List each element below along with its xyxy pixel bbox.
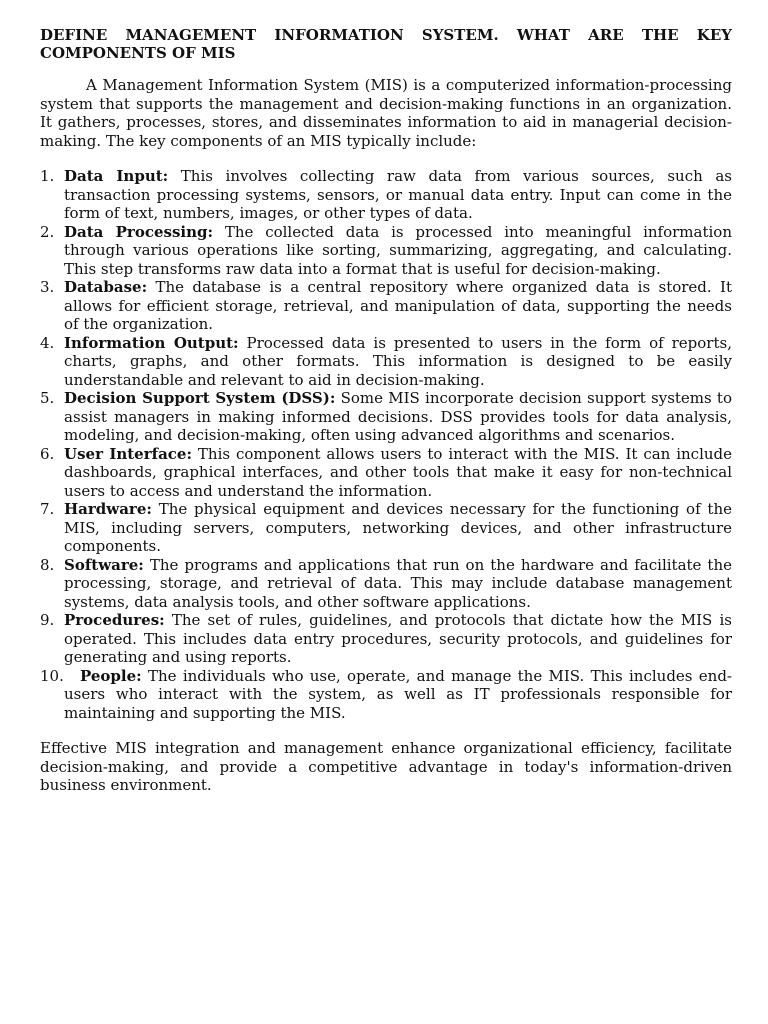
item-description: Processed data is presented to users in the form of reports, charts, graphs, and other formats. This information is designed to be easily understandable and relevant to aid in decision-making. xyxy=(64,333,732,389)
item-description: The physical equipment and devices necessary for the functioning of the MIS, including servers, computers, networking devices, and other infrastructure components. xyxy=(64,500,732,555)
item-term: Decision Support System (DSS): xyxy=(64,389,336,407)
item-number: 9. xyxy=(40,611,55,629)
item-description: The database is a central repository where organized data is stored. It allows for efficient storage, retrieval, and manipulation of data, supporting the needs of the organization. xyxy=(64,278,732,333)
item-term: Procedures: xyxy=(64,611,165,629)
item-term: People: xyxy=(80,666,142,685)
item-number: 3. xyxy=(40,278,55,296)
item-term: Information Output: xyxy=(64,333,239,352)
item-term: Data Processing: xyxy=(64,222,214,241)
list-item xyxy=(40,167,732,223)
item-description: The individuals who use, operate, and manage the MIS. This includes end-users who interact with the system, as well as IT professionals responsible for maintaining and supporting the MIS. xyxy=(64,666,732,722)
item-number: 8. xyxy=(40,555,55,574)
list-item xyxy=(40,667,732,723)
item-term: Software: xyxy=(64,555,144,574)
item-term: Hardware: xyxy=(64,500,152,518)
item-text-block xyxy=(64,611,732,667)
item-number: 4. xyxy=(40,333,55,352)
item-description: This component allows users to interact with the MIS. It can include dashboards, graphical interfaces, and other tools that make it easy for non-technical users to access and understand the information. xyxy=(64,444,733,500)
item-term: User Interface: xyxy=(64,444,193,463)
document-title: DEFINE MANAGEMENT INFORMATION SYSTEM. WHAT ARE THE KEY COMPONENTS OF MIS xyxy=(40,26,732,62)
item-text-block xyxy=(64,223,732,279)
list-item xyxy=(40,334,732,390)
conclusion-paragraph: Effective MIS integration and management enhance organizational efficiency, facilitate decision-making, and provide a competitive advantage in today's information-driven business environment. xyxy=(40,739,732,794)
item-text-block xyxy=(64,278,732,334)
item-term: Database: xyxy=(64,278,148,296)
list-item xyxy=(40,278,732,334)
item-number: 1. xyxy=(40,167,55,185)
item-text-block xyxy=(64,445,732,501)
list-item xyxy=(40,223,732,279)
components-list xyxy=(40,167,732,722)
item-text-block xyxy=(64,556,732,612)
item-description: The collected data is processed into meaningful information through various operations like sorting, summarizing, aggregating, and calculating. This step transforms raw data into a format that is useful for decision-making. xyxy=(64,222,732,278)
item-description: Some MIS incorporate decision support systems to assist managers in making informed decisions. DSS provides tools for data analysis, modeling, and decision-making, often using advanced algorithms and scenarios. xyxy=(64,389,732,444)
list-item xyxy=(40,445,732,501)
list-item xyxy=(40,556,732,612)
item-number: 7. xyxy=(40,500,55,518)
item-description: This involves collecting raw data from various sources, such as transaction processing systems, sensors, or manual data entry. Input can come in the form of text, numbers, images, or other types of data. xyxy=(64,167,732,222)
item-description: The programs and applications that run on the hardware and facilitate the processing, storage, and retrieval of data. This may include database management systems, data analysis tools, and other software applications. xyxy=(64,555,732,611)
item-number: 10. xyxy=(40,666,64,685)
list-item xyxy=(40,611,732,667)
item-text-block xyxy=(64,167,732,223)
item-text-block xyxy=(64,334,732,390)
item-text-block xyxy=(64,500,732,556)
item-number: 5. xyxy=(40,389,55,407)
item-term: Data Input: xyxy=(64,167,169,185)
list-item xyxy=(40,389,732,445)
list-item xyxy=(40,500,732,556)
item-number: 6. xyxy=(40,444,55,463)
item-number: 2. xyxy=(40,222,55,241)
item-text-block xyxy=(64,389,732,445)
item-text-block xyxy=(64,667,732,723)
intro-paragraph: A Management Information System (MIS) is a computerized information-processing system that supports the management and decision-making functions in an organization. It gathers, processes, stores, and disseminates information to aid in managerial decision-making. The key components of an MIS typically include: xyxy=(40,76,732,150)
item-description: The set of rules, guidelines, and protocols that dictate how the MIS is operated. This includes data entry procedures, security protocols, and guidelines for generating and using reports. xyxy=(64,611,732,666)
